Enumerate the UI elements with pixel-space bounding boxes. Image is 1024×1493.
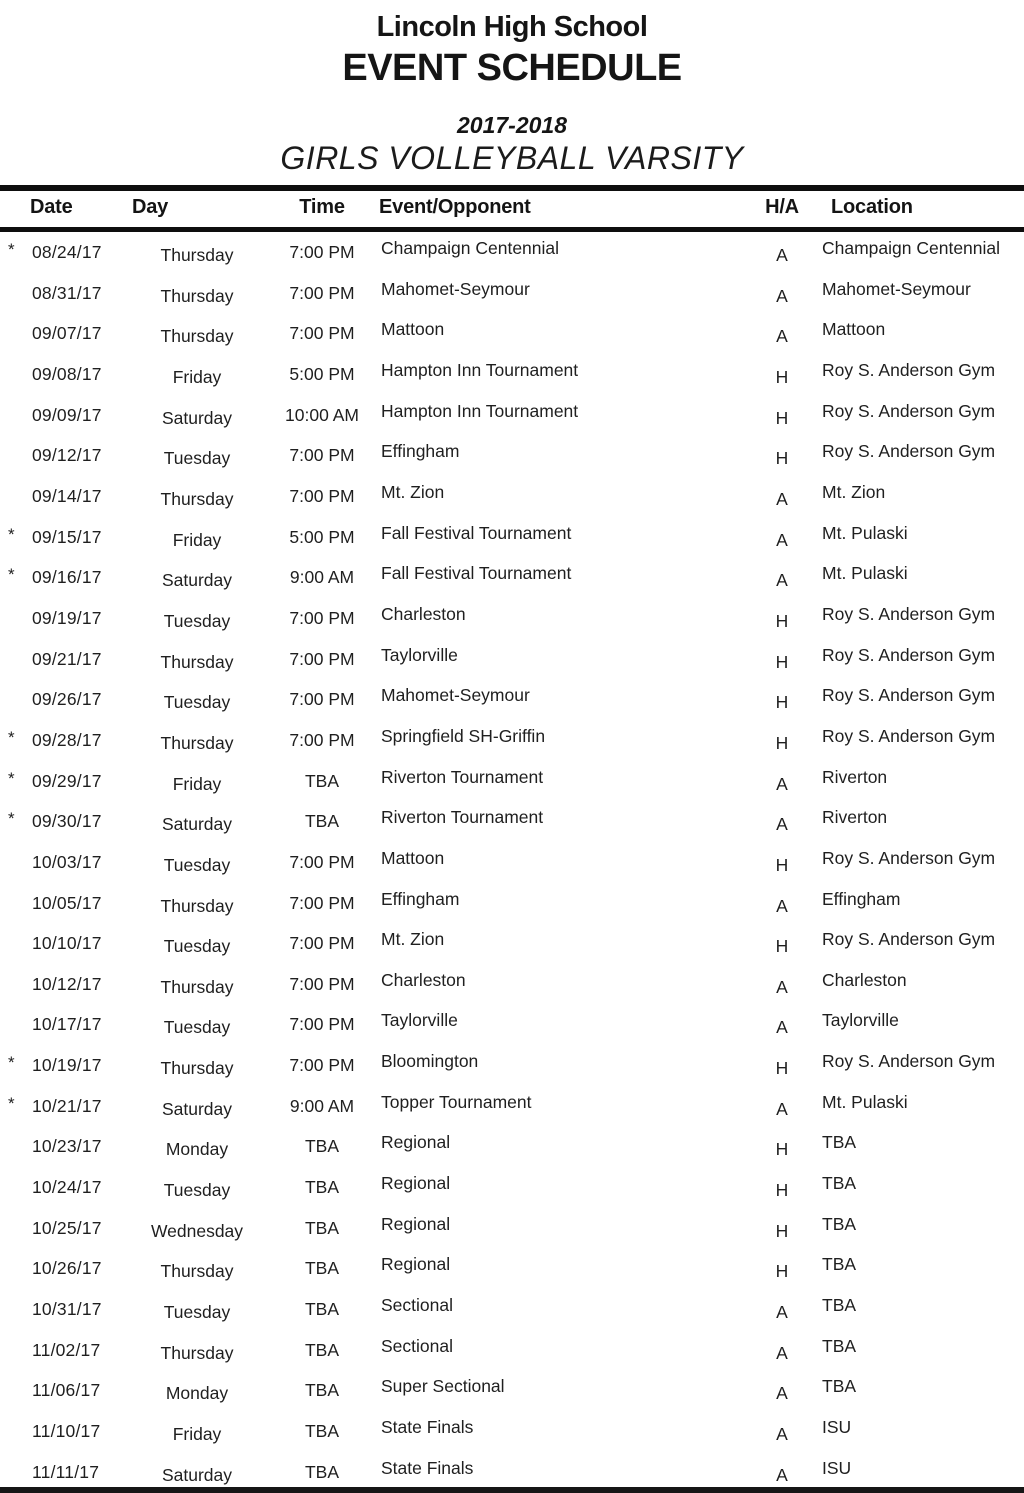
conference-flag: *	[8, 240, 15, 259]
location-cell: Roy S. Anderson Gym	[822, 603, 996, 624]
home-away-cell: A	[776, 1098, 788, 1119]
conference-flag	[0, 931, 30, 969]
conference-flag	[0, 647, 30, 685]
conference-flag: *	[8, 565, 15, 585]
location-cell: ISU	[822, 1417, 852, 1438]
home-away-cell: H	[775, 407, 789, 428]
home-away-cell: A	[776, 976, 788, 997]
conference-flag: *	[8, 768, 15, 788]
home-away-cell: H	[775, 651, 789, 672]
time-cell: TBA	[304, 1217, 340, 1238]
time-cell: TBA	[304, 1339, 340, 1360]
day-cell: Saturday	[161, 814, 233, 835]
table-row	[0, 768, 1024, 809]
event-cell: Sectional	[381, 1335, 453, 1356]
day-cell: Thursday	[160, 1058, 234, 1079]
date-cell: 10/23/17	[32, 1136, 102, 1157]
location-cell: TBA	[822, 1254, 857, 1275]
table-row	[0, 1337, 1024, 1378]
date-cell: 09/26/17	[32, 689, 102, 710]
location-cell: Roy S. Anderson Gym	[822, 929, 996, 950]
home-away-cell: A	[776, 326, 788, 347]
date-cell: 09/21/17	[32, 648, 102, 669]
date-cell: 10/31/17	[32, 1299, 102, 1320]
home-away-cell: H	[775, 732, 789, 753]
location-cell: Mt. Zion	[822, 481, 886, 502]
date-cell: 10/05/17	[32, 892, 102, 913]
conference-flag	[0, 1378, 30, 1416]
home-away-cell: A	[776, 773, 788, 794]
day-cell: Tuesday	[163, 448, 231, 469]
date-cell: 11/02/17	[32, 1339, 101, 1360]
date-cell: 10/03/17	[32, 851, 102, 872]
location-cell: Champaign Centennial	[822, 238, 1001, 258]
date-cell: 11/11/17	[32, 1461, 100, 1482]
date-cell: 10/21/17	[32, 1095, 102, 1116]
time-cell: 7:00 PM	[289, 729, 355, 750]
home-away-cell: A	[776, 1342, 788, 1363]
date-cell: 09/09/17	[32, 404, 102, 425]
date-cell: 08/31/17	[32, 282, 102, 303]
document-title: EVENT SCHEDULE	[342, 47, 682, 89]
date-cell: 11/06/17	[32, 1380, 101, 1401]
day-cell: Tuesday	[163, 854, 231, 875]
home-away-cell: A	[776, 1383, 788, 1404]
date-cell: 09/30/17	[32, 811, 102, 832]
event-cell: Regional	[381, 1173, 451, 1194]
time-cell: 7:00 PM	[289, 933, 355, 954]
location-cell: Taylorville	[822, 1010, 899, 1031]
conference-flag: *	[8, 1093, 15, 1113]
day-cell: Saturday	[161, 1098, 233, 1119]
table-rows	[0, 239, 1024, 1493]
home-away-cell: H	[775, 366, 789, 387]
event-cell: Regional	[381, 1254, 451, 1275]
event-cell: Mattoon	[381, 319, 445, 340]
home-away-cell: H	[775, 1058, 789, 1079]
conference-flag	[0, 1256, 30, 1294]
conference-flag	[0, 1012, 30, 1050]
day-cell: Friday	[172, 1424, 222, 1445]
time-cell: TBA	[304, 1461, 340, 1482]
date-cell: 10/24/17	[32, 1177, 102, 1198]
day-cell: Monday	[165, 1383, 229, 1404]
day-cell: Tuesday	[163, 1017, 231, 1038]
time-cell: 7:00 PM	[289, 282, 355, 303]
location-cell: Roy S. Anderson Gym	[822, 441, 996, 462]
home-away-cell: H	[775, 1180, 789, 1201]
home-away-cell: H	[775, 610, 789, 631]
table-row	[0, 524, 1024, 565]
location-cell: TBA	[822, 1295, 857, 1316]
date-cell: 10/10/17	[32, 933, 102, 954]
date-cell: 09/29/17	[32, 770, 102, 791]
conference-flag	[0, 321, 30, 359]
column-header-day: Day	[132, 196, 169, 218]
home-away-cell: A	[776, 570, 788, 591]
event-cell: State Finals	[381, 1457, 474, 1478]
conference-flag	[0, 687, 30, 725]
event-cell: Champaign Centennial	[381, 238, 560, 258]
day-cell: Thursday	[160, 732, 234, 753]
day-cell: Friday	[172, 529, 222, 550]
table-row	[0, 402, 1024, 443]
table-row	[0, 808, 1024, 849]
event-cell: Effingham	[381, 441, 460, 462]
location-cell: Roy S. Anderson Gym	[822, 847, 996, 868]
day-cell: Friday	[172, 773, 222, 794]
day-cell: Saturday	[161, 570, 233, 591]
conference-flag	[0, 972, 30, 1010]
time-cell: 10:00 AM	[285, 404, 359, 425]
table-row	[0, 1215, 1024, 1256]
date-cell: 09/16/17	[32, 567, 102, 588]
event-cell: Charleston	[381, 969, 466, 990]
time-cell: 9:00 AM	[289, 567, 355, 588]
day-cell: Tuesday	[163, 692, 231, 713]
conference-flag	[0, 891, 30, 929]
home-away-cell: A	[776, 285, 788, 306]
table-row	[0, 280, 1024, 321]
home-away-cell: A	[776, 1017, 788, 1038]
season-label: 2017-2018	[457, 112, 567, 138]
day-cell: Thursday	[160, 1342, 234, 1363]
day-cell: Thursday	[160, 1261, 234, 1282]
location-cell: Mt. Pulaski	[822, 1091, 908, 1112]
date-cell: 10/17/17	[32, 1014, 102, 1035]
event-cell: Regional	[381, 1132, 451, 1153]
table-row	[0, 930, 1024, 971]
time-cell: 7:00 PM	[289, 1055, 355, 1076]
time-cell: 7:00 PM	[289, 973, 355, 994]
time-cell: TBA	[304, 1258, 340, 1279]
conference-flag: *	[8, 809, 15, 829]
event-cell: Hampton Inn Tournament	[381, 359, 579, 380]
table-row	[0, 361, 1024, 402]
conference-flag	[0, 403, 30, 441]
date-cell: 09/12/17	[32, 445, 102, 466]
conference-flag	[0, 1175, 30, 1213]
home-away-cell: A	[776, 488, 788, 509]
date-cell: 10/26/17	[32, 1258, 102, 1279]
location-cell: Charleston	[822, 969, 907, 990]
location-cell: Mahomet-Seymour	[822, 278, 971, 299]
location-cell: TBA	[822, 1173, 857, 1194]
team-title: GIRLS VOLLEYBALL VARSITY	[280, 140, 744, 176]
time-cell: 7:00 PM	[289, 1014, 355, 1035]
event-cell: Mt. Zion	[381, 481, 445, 502]
event-cell: Mahomet-Seymour	[381, 685, 530, 706]
event-cell: Hampton Inn Tournament	[381, 400, 579, 421]
table-row	[0, 442, 1024, 483]
home-away-cell: A	[776, 245, 788, 265]
conference-flag: *	[8, 524, 15, 544]
day-cell: Tuesday	[163, 1180, 231, 1201]
time-cell: 7:00 PM	[289, 892, 355, 913]
event-cell: Bloomington	[381, 1051, 479, 1072]
location-cell: ISU	[822, 1457, 852, 1478]
table-row	[0, 890, 1024, 931]
time-cell: TBA	[304, 1380, 340, 1401]
table-row	[0, 686, 1024, 727]
table-row	[0, 646, 1024, 687]
time-cell: 5:00 PM	[289, 526, 355, 547]
time-cell: 7:00 PM	[289, 607, 355, 628]
location-cell: Riverton	[822, 807, 888, 828]
date-cell: 10/12/17	[32, 973, 102, 994]
date-cell: 11/10/17	[32, 1421, 101, 1442]
date-cell: 09/15/17	[32, 526, 102, 547]
home-away-cell: H	[775, 692, 789, 713]
table-row	[0, 1255, 1024, 1296]
table-row	[0, 849, 1024, 890]
conference-flag	[0, 850, 30, 888]
time-cell: 7:00 PM	[289, 851, 355, 872]
table-row	[0, 320, 1024, 361]
event-cell: Mahomet-Seymour	[381, 278, 530, 299]
day-cell: Tuesday	[163, 936, 231, 957]
table-row	[0, 971, 1024, 1012]
time-cell: 7:00 PM	[289, 485, 355, 506]
table-row	[0, 1133, 1024, 1174]
conference-flag	[0, 484, 30, 522]
day-cell: Tuesday	[163, 610, 231, 631]
time-cell: 7:00 PM	[289, 445, 355, 466]
table-row	[0, 564, 1024, 605]
time-cell: 9:00 AM	[289, 1095, 355, 1116]
location-cell: Roy S. Anderson Gym	[822, 359, 996, 380]
column-header-ha: H/A	[765, 196, 799, 218]
table-row	[0, 1296, 1024, 1337]
table-row	[0, 1174, 1024, 1215]
location-cell: Roy S. Anderson Gym	[822, 685, 996, 706]
event-cell: Effingham	[381, 888, 460, 909]
day-cell: Saturday	[161, 1464, 233, 1485]
event-cell: Riverton Tournament	[381, 807, 544, 828]
time-cell: 7:00 PM	[289, 242, 355, 262]
event-cell: Charleston	[381, 603, 466, 624]
time-cell: TBA	[304, 770, 340, 791]
date-cell: 09/19/17	[32, 607, 102, 628]
day-cell: Thursday	[160, 651, 234, 672]
location-cell: Mattoon	[822, 319, 886, 340]
event-cell: Fall Festival Tournament	[381, 563, 572, 584]
event-cell: State Finals	[381, 1417, 474, 1438]
conference-flag	[0, 1297, 30, 1335]
home-away-cell: A	[776, 1424, 788, 1445]
conference-flag	[0, 443, 30, 481]
day-cell: Thursday	[160, 245, 234, 265]
event-cell: Springfield SH-Griffin	[381, 725, 546, 746]
conference-flag	[0, 362, 30, 400]
time-cell: TBA	[304, 1136, 340, 1157]
column-header-event: Event/Opponent	[379, 196, 531, 218]
day-cell: Thursday	[160, 326, 234, 347]
location-cell: TBA	[822, 1376, 857, 1397]
table-row	[0, 1011, 1024, 1052]
home-away-cell: H	[775, 1261, 789, 1282]
header-rule	[0, 227, 1024, 232]
table-row	[0, 1377, 1024, 1418]
home-away-cell: A	[776, 895, 788, 916]
table-row	[0, 1052, 1024, 1093]
table-row	[0, 239, 1024, 280]
location-cell: Mt. Pulaski	[822, 563, 908, 584]
day-cell: Thursday	[160, 285, 234, 306]
date-cell: 10/19/17	[32, 1055, 102, 1076]
table-row	[0, 483, 1024, 524]
conference-flag	[0, 1419, 30, 1457]
table-row	[0, 727, 1024, 768]
time-cell: 5:00 PM	[289, 363, 355, 384]
day-cell: Monday	[165, 1139, 229, 1160]
day-cell: Saturday	[161, 407, 233, 428]
date-cell: 09/14/17	[32, 485, 102, 506]
date-cell: 09/07/17	[32, 323, 102, 344]
event-cell: Riverton Tournament	[381, 766, 544, 787]
conference-flag	[0, 1134, 30, 1172]
location-cell: TBA	[822, 1132, 857, 1153]
event-cell: Taylorville	[381, 1010, 458, 1031]
home-away-cell: A	[776, 1302, 788, 1323]
date-cell: 09/08/17	[32, 363, 102, 384]
date-cell: 10/25/17	[32, 1217, 102, 1238]
column-header-date: Date	[30, 196, 73, 218]
event-cell: Super Sectional	[381, 1376, 505, 1397]
day-cell: Wednesday	[150, 1220, 244, 1241]
event-cell: Topper Tournament	[381, 1091, 532, 1112]
conference-flag	[0, 281, 30, 319]
day-cell: Friday	[172, 366, 222, 387]
home-away-cell: A	[776, 814, 788, 835]
column-header-location: Location	[831, 196, 913, 218]
location-cell: TBA	[822, 1335, 857, 1356]
event-cell: Mattoon	[381, 847, 445, 868]
time-cell: 7:00 PM	[289, 689, 355, 710]
location-cell: Roy S. Anderson Gym	[822, 644, 996, 665]
location-cell: Riverton	[822, 766, 888, 787]
conference-flag: *	[8, 727, 15, 747]
location-cell: Roy S. Anderson Gym	[822, 1051, 996, 1072]
location-cell: Roy S. Anderson Gym	[822, 725, 996, 746]
table-row	[0, 1418, 1024, 1459]
location-cell: Effingham	[822, 888, 901, 909]
home-away-cell: A	[776, 1464, 788, 1485]
event-cell: Fall Festival Tournament	[381, 522, 572, 543]
event-cell: Taylorville	[381, 644, 458, 665]
home-away-cell: H	[775, 1220, 789, 1241]
day-cell: Tuesday	[163, 1302, 231, 1323]
time-cell: TBA	[304, 1421, 340, 1442]
home-away-cell: A	[776, 529, 788, 550]
conference-flag: *	[8, 1053, 15, 1073]
column-header-time: Time	[299, 196, 345, 218]
home-away-cell: H	[775, 854, 789, 875]
school-name: Lincoln High School	[376, 11, 648, 43]
home-away-cell: H	[775, 936, 789, 957]
location-cell: TBA	[822, 1213, 857, 1234]
conference-flag	[0, 1216, 30, 1254]
time-cell: TBA	[304, 811, 340, 832]
bottom-rule	[0, 1487, 1024, 1493]
day-cell: Thursday	[160, 488, 234, 509]
top-rule	[0, 185, 1024, 191]
day-cell: Thursday	[160, 895, 234, 916]
location-cell: Mt. Pulaski	[822, 522, 908, 543]
event-cell: Regional	[381, 1213, 451, 1234]
time-cell: 7:00 PM	[289, 323, 355, 344]
conference-flag	[0, 606, 30, 644]
home-away-cell: H	[775, 448, 789, 469]
date-cell: 08/24/17	[32, 242, 102, 262]
event-cell: Mt. Zion	[381, 929, 445, 950]
conference-flag	[0, 1338, 30, 1376]
time-cell: 7:00 PM	[289, 648, 355, 669]
time-cell: TBA	[304, 1177, 340, 1198]
time-cell: TBA	[304, 1299, 340, 1320]
day-cell: Thursday	[160, 976, 234, 997]
location-cell: Roy S. Anderson Gym	[822, 400, 996, 421]
date-cell: 09/28/17	[32, 729, 102, 750]
table-row	[0, 605, 1024, 646]
home-away-cell: H	[775, 1139, 789, 1160]
table-header-row	[0, 196, 1024, 219]
event-cell: Sectional	[381, 1295, 453, 1316]
table-row	[0, 1093, 1024, 1134]
